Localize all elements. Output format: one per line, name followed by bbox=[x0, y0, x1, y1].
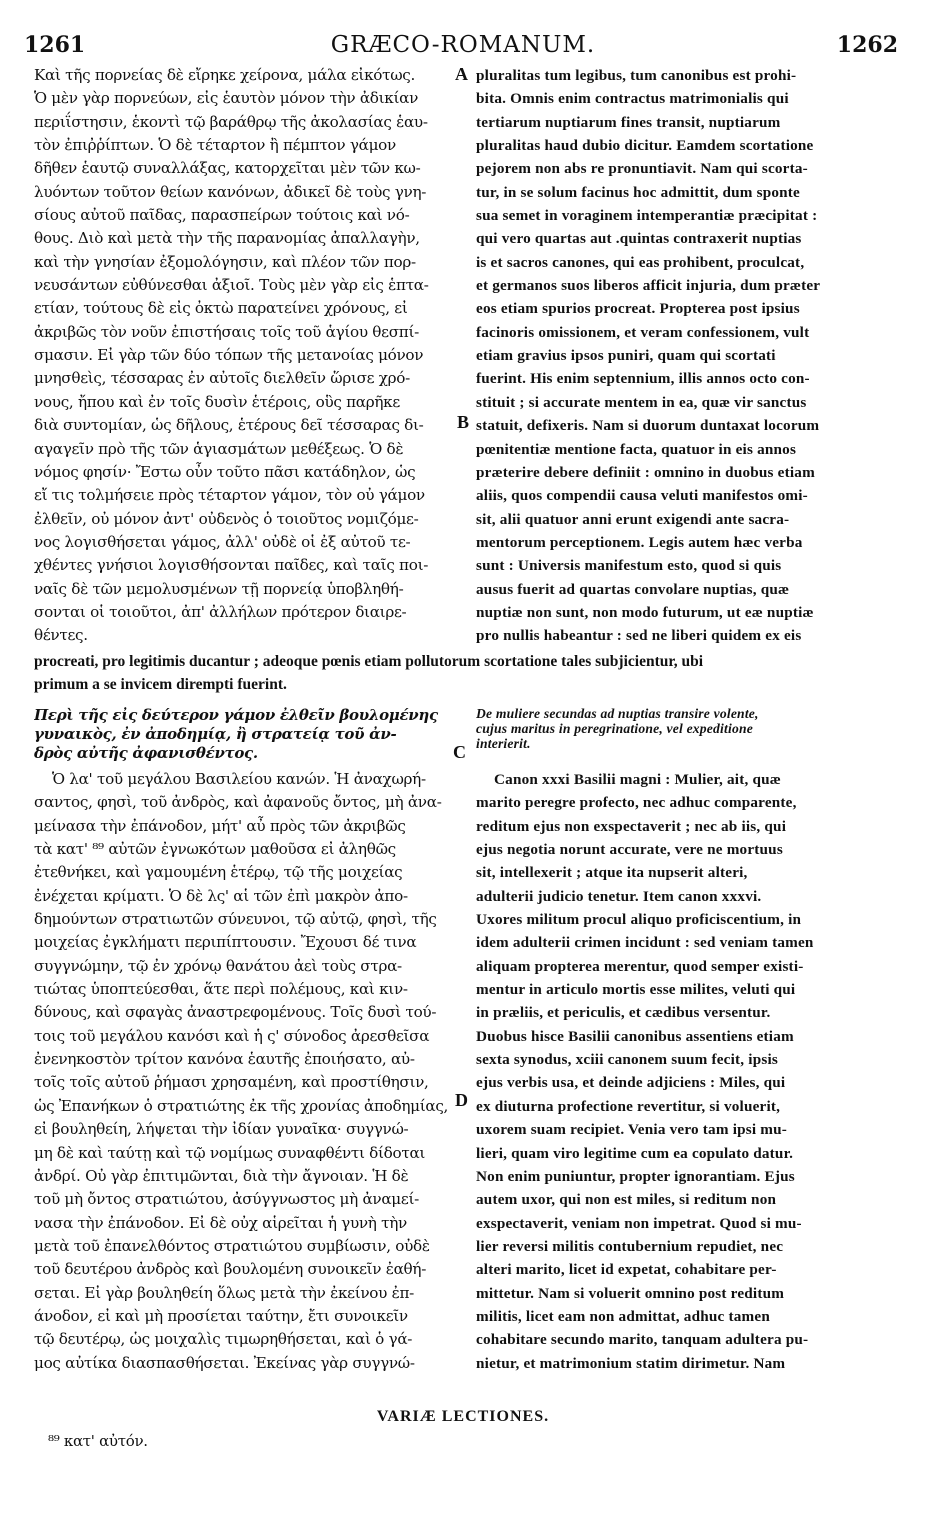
greek-text-line: λυόντων τοῦτον θείων κανόνων, ἀδικεῖ δὲ τοὺς γνη- bbox=[34, 182, 427, 201]
greek-text-line: εἰ βουληθείη, λήψεται τὴν ἰδίαν γυναῖκα· συγγνώ- bbox=[34, 1120, 409, 1139]
greek-text-line: θους. Διὸ καὶ μετὰ τὴν τῆς παρανομίας ἀπαλλαγὴν, bbox=[34, 229, 420, 248]
latin-text-line: præterire debere definiit : omnino in duobus etiam bbox=[476, 463, 815, 481]
greek-text-line: τὰ κατ' ⁸⁹ αὐτῶν ἐγνωκότων μαθοῦσα εἰ ἀληθῶς bbox=[34, 840, 396, 859]
greek-text-line: τοῦ μὴ ὄντος στρατιώτου, ἀσύγγνωστος μὴ ἀναμεί- bbox=[34, 1190, 419, 1209]
greek-text-line: τοις τοῦ μεγάλου κανόσι καὶ ἡ ς' σύνοδος ἀρεσθεῖσα bbox=[34, 1026, 430, 1045]
latin-text-line: cohabitare secundo marito, tanquam adultera pu- bbox=[476, 1331, 809, 1349]
latin-text-line: lieri, quam viro legitime cum ea copulato datur. bbox=[476, 1144, 794, 1162]
margin-marker-a: A bbox=[455, 64, 468, 84]
latin-title-line: cujus maritus in peregrinatione, vel expeditione bbox=[476, 721, 753, 736]
greek-text-line: ὡς Ἐπανήκων ὁ στρατιώτης ἐκ τῆς χρονίας ἀποδημίας, bbox=[34, 1096, 449, 1115]
greek-text-line: σαντος, φησὶ, τοῦ ἀνδρὸς, καὶ ἀφανοῦς ὄντος, μὴ ἀνα- bbox=[34, 793, 442, 812]
greek-title-line: Περὶ τῆς εἰς δεύτερον γάμον ἐλθεῖν βουλομένης bbox=[34, 706, 438, 724]
page-header bbox=[0, 32, 926, 62]
latin-text-line: militis, licet eam non admittat, adhuc tamen bbox=[476, 1307, 770, 1325]
greek-text-line: ναῖς δὲ τῶν μεμολυσμένων τῇ πορνείᾳ ὑποβληθή- bbox=[34, 579, 404, 598]
greek-text-line: θέντες. bbox=[34, 626, 88, 645]
greek-text-line: εἴ τις τολμήσειε πρὸς τέταρτον γάμον, τὸν οὐ γάμον bbox=[34, 486, 425, 505]
latin-text-line: alteri marito, licet id expetat, cohabitare per- bbox=[476, 1261, 777, 1279]
greek-text-line: μνησθεὶς, τέσσαρας ἐν αὐτοῖς διελθεῖν ὥρισε χρό- bbox=[34, 369, 410, 388]
margin-marker-b: B bbox=[457, 412, 470, 432]
latin-text-line: ejus negotia norunt accurate, vere ne mortuus bbox=[476, 841, 783, 859]
greek-text-line: νευσάντων εὐθύνεσθαι ἀξιοῖ. Τοὺς μὲν γὰρ εἰς ἑπτα- bbox=[34, 276, 429, 295]
greek-text-line: σονται οἱ τοιοῦτοι, ἀπ' ἀλλήλων πρότερον διαιρε- bbox=[34, 602, 407, 621]
greek-text-line: μη δὲ καὶ ταύτῃ καὶ τῷ νομίμως συναφθέντι δίδοται bbox=[34, 1143, 426, 1162]
latin-text-line: pœnitentiæ mentione facta, quatuor in eis annos bbox=[476, 440, 797, 458]
footnote: ⁸⁹ κατ' αὐτόν. bbox=[48, 1432, 148, 1450]
latin-text-line: fuerint. His enim septennium, illis annos octo con- bbox=[476, 370, 810, 388]
greek-text-line: Καὶ τῆς πορνείας δὲ εἴρηκε χείρονα, μάλα εἰκότως. bbox=[34, 66, 416, 84]
running-title: GRÆCO-ROMANUM. bbox=[330, 32, 596, 58]
page-number-right: 1262 bbox=[836, 32, 898, 58]
greek-text-line: νος λογισθήσεται γάμος, ἀλλ' οὐδὲ οἱ ἐξ αὐτοῦ τε- bbox=[34, 532, 411, 551]
latin-text-line: in præliis, et periculis, et cædibus versentur. bbox=[476, 1004, 771, 1022]
latin-text-line: tertiarum nuptiarum fines transit, nuptiarum bbox=[476, 113, 781, 131]
latin-text-line: statuit, defixeris. Nam si duorum duntaxat locorum bbox=[476, 417, 820, 435]
greek-text-line: ἀκριβῶς τὸν νοῦν ἐπιστήσαις τοῖς τοῦ ἁγίου θεσπί- bbox=[34, 322, 419, 341]
greek-text-line: συγγνώμην, τῷ ἐν χρόνῳ θανάτου ἀεὶ τοὺς στρα- bbox=[34, 956, 402, 975]
greek-text-line: καὶ τὴν γνησίαν ἐξομολόγησιν, καὶ πλέον τῶν πορ- bbox=[34, 252, 416, 271]
latin-text-line: ejus verbis usa, et deinde adjiciens : Miles, qui bbox=[476, 1074, 786, 1092]
margin-marker-c: C bbox=[453, 742, 466, 762]
greek-text-line: μετὰ τοῦ ἐπανελθόντος στρατιώτου συμβίωσιν, οὐδὲ bbox=[34, 1236, 430, 1255]
greek-text-line: Ὁ λα' τοῦ μεγάλου Βασιλείου κανών. Ἡ ἀναχωρή- bbox=[52, 770, 426, 788]
latin-text-line: ex diuturna profectione revertitur, si voluerit, bbox=[476, 1097, 781, 1115]
latin-text-line: bita. Omnis enim contractus matrimonialis qui bbox=[476, 90, 789, 108]
latin-text-line: ausus fuerit ad quartas convolare nuptias, quæ bbox=[476, 580, 790, 598]
latin-text-line: aliis, quos compendii causa veluti manifestos omi- bbox=[476, 487, 808, 505]
greek-text-line: Ὁ μὲν γὰρ πορνεύων, εἰς ἑαυτὸν μόνον τὴν ἀδικίαν bbox=[34, 89, 419, 108]
full-width-line-2: primum a se invicem dirempti fuerint. bbox=[34, 676, 287, 693]
latin-text-line: nuptiæ non sunt, non modo futurum, ut eæ nuptiæ bbox=[476, 603, 814, 621]
latin-text-line: etiam gravius ipsos puniri, quam qui scortati bbox=[476, 347, 776, 365]
latin-text-line: et germanos suos liberos afficit injuria, dum præter bbox=[476, 277, 821, 295]
latin-text-line: idem adulterii crimen incidunt : sed veniam tamen bbox=[476, 934, 814, 952]
latin-section-title bbox=[476, 706, 896, 751]
greek-text-line: άνοδον, εἰ καὶ μὴ προσίεται ταύτην, ἔτι συνοικεῖν bbox=[34, 1306, 408, 1325]
greek-text-line: ἀνδρί. Οὐ γὰρ ἐπιτιμῶνται, διὰ τὴν ἄγνοιαν. Ἡ δὲ bbox=[34, 1166, 409, 1185]
greek-text-line: δημούντων στρατιωτῶν σύνευνοι, τῷ αὐτῷ, φησὶ, τῆς bbox=[34, 910, 437, 929]
latin-text-line: lier reversi militis contubernium repudiet, nec bbox=[476, 1237, 784, 1255]
latin-text-line: pejorem non abs re pronuntiavit. Nam qui scorta- bbox=[476, 160, 808, 178]
latin-text-line: sua semet in voraginem intemperantiæ præcipitat : bbox=[476, 207, 818, 225]
margin-marker-d: D bbox=[455, 1090, 468, 1110]
latin-text-line: sit, alii quatuor anni erunt exigendi ante sacra- bbox=[476, 510, 790, 528]
greek-text-line: μος αὐτίκα διασπασθήσεται. Ἐκείνας γὰρ συγγνώ- bbox=[34, 1353, 415, 1372]
latin-text-line: uxorem suam recipiet. Venia vero tam ipsi mu- bbox=[476, 1121, 788, 1139]
latin-text-line: adulterii judicio tenetur. Item canon xxxvi. bbox=[476, 887, 762, 905]
greek-column-bottom bbox=[34, 768, 452, 1375]
greek-title-line: γυναικὸς, ἐν ἀποδημίᾳ, ἢ στρατείᾳ τοῦ ἀν- bbox=[34, 725, 397, 743]
greek-text-line: νους, ἤπου καὶ ἐν τοῖς δυσὶν ἑτέροις, οὓς παρῆκε bbox=[34, 392, 400, 411]
variae-lectiones-heading: VARIÆ LECTIONES. bbox=[376, 1408, 550, 1425]
latin-text-line: mentorum perceptionem. Legis autem hæc verba bbox=[476, 533, 803, 551]
greek-text-line: δῆθεν ἑαυτῷ συναλλάξας, κατορχεῖται μὲν τῶν κω- bbox=[34, 159, 421, 178]
latin-text-line: Canon xxxi Basilii magni : Mulier, ait, quæ bbox=[494, 771, 781, 788]
greek-section-title bbox=[34, 706, 452, 763]
latin-text-line: nietur, et matrimonium statim dirimetur. Nam bbox=[476, 1354, 786, 1372]
greek-text-line: σίους αὐτοῦ παῖδας, παρασπείρων τούτοις καὶ νό- bbox=[34, 206, 410, 225]
latin-text-line: is et sacros canones, qui eas prohibent, proculcat, bbox=[476, 253, 805, 271]
full-width-line-1: procreati, pro legitimis ducantur ; adeoque pœnis etiam pollutorum scortatione tales subjicientur, ubi bbox=[34, 653, 704, 670]
latin-text-line: pluralitas tum legibus, tum canonibus est prohi- bbox=[476, 67, 797, 84]
greek-text-line: τιώτας ὑποπτεύεσθαι, ἅτε περὶ πολέμους, καὶ κιν- bbox=[34, 980, 408, 999]
greek-text-line: αγαγεῖν πρὸ τῆς τῶν ἁγιασμάτων μεθέξεως. Ὁ δὲ bbox=[34, 439, 404, 458]
latin-text-line: mentur in articulo mortis esse milites, veluti qui bbox=[476, 981, 796, 999]
greek-text-line: ἐνέχεται κρίματι. Ὁ δὲ λς' αἱ τῶν ἐπὶ μακρὸν ἀπο- bbox=[34, 886, 408, 905]
latin-text-line: facinoris omissionem, et veram confessionem, vult bbox=[476, 323, 810, 341]
latin-column-top bbox=[476, 64, 896, 648]
latin-text-line: qui vero quartas aut .quintas contraxerit nuptias bbox=[476, 230, 802, 248]
latin-text-line: sexta synodus, xciii canonem suum fecit, ipsis bbox=[476, 1051, 779, 1069]
latin-text-line: exspectaverit, veniam non impetrat. Quod si mu- bbox=[476, 1214, 802, 1232]
greek-text-line: μοιχείας ἐγκλήματι περιπίπτουσιν. Ἔχουσι δέ τινα bbox=[34, 933, 417, 952]
latin-text-line: autem uxor, qui non est miles, si reditum non bbox=[476, 1191, 777, 1209]
greek-column-top bbox=[34, 64, 452, 648]
greek-text-line: ετίαν, τούτους δὲ εἰς ὀκτὼ παρατείνει χρόνους, εἰ bbox=[34, 299, 408, 318]
greek-text-line: χθέντες γνήσιοι λογισθήσονται παῖδες, καὶ ταῖς ποι- bbox=[34, 556, 429, 575]
greek-text-line: σεται. Εἰ γὰρ βουληθείη ὅλως μετὰ τὴν ἐκείνου ἐπ- bbox=[34, 1283, 414, 1302]
page-number-left: 1261 bbox=[24, 32, 86, 58]
latin-title-line: De muliere secundas ad nuptias transire volente, bbox=[476, 706, 759, 721]
latin-title-line: interierit. bbox=[476, 736, 531, 751]
latin-text-line: pro nullis habeantur : sed ne liberi quidem ex eis bbox=[476, 627, 802, 645]
latin-text-line: sunt : Universis manifestum esto, quod si quis bbox=[476, 557, 782, 575]
greek-text-line: νασα τὴν ἐπάνοδον. Εἰ δὲ οὐχ αἱρεῖται ἡ γυνὴ τὴν bbox=[34, 1213, 407, 1232]
greek-text-line: ἐλθεῖν, οὐ μόνον ἀντ' οὐδενὸς ὁ τοιοῦτος νομιζόμε- bbox=[34, 509, 419, 528]
latin-text-line: Non enim puniuntur, propter ignorantiam. Ejus bbox=[476, 1167, 795, 1185]
greek-text-line: ἐτεθνήκει, καὶ γαμουμένη ἑτέρῳ, τῷ τῆς μοιχείας bbox=[34, 863, 403, 882]
greek-text-line: ἐνενηκοστὸν τρίτον κανόνα ἑαυτῆς ἐποιήσατο, αὐ- bbox=[34, 1050, 415, 1069]
greek-title-line: δρὸς αὐτῆς ἀφανισθέντος. bbox=[34, 744, 258, 762]
latin-text-line: tur, in se solum facinus hoc admittit, dum sponte bbox=[476, 183, 800, 201]
latin-text-line: pluralitas haud dubio dicitur. Eamdem scortatione bbox=[476, 137, 814, 155]
latin-text-line: stituit ; si accurate mentem in ea, quæ vir sanctus bbox=[476, 393, 807, 411]
latin-text-line: sit, intellexerit ; atque ita nupserit alteri, bbox=[476, 864, 748, 882]
greek-text-line: τοῦ δευτέρου ἀνδρὸς καὶ βουλομένη συνοικεῖν ἐαθή- bbox=[34, 1260, 427, 1279]
greek-text-line: σμασιν. Εἰ γὰρ τῶν δύο τόπων τῆς μετανοίας μόνον bbox=[34, 346, 424, 365]
latin-text-line: aliquam propterea merentur, quod semper existi- bbox=[476, 957, 804, 975]
latin-text-line: Duobus hisce Basilii canonibus assentiens etiam bbox=[476, 1027, 794, 1045]
latin-text-line: mittetur. Nam si voluerit omnino post reditum bbox=[476, 1284, 785, 1302]
greek-text-line: περιΐστησιν, ἑκοντὶ τῷ βαράθρῳ τῆς ἀκολασίας ἑαυ- bbox=[34, 112, 428, 131]
greek-text-line: δύνους, καὶ σφαγὰς ἀναστρεφομένους. Τοῖς δυσὶ τού- bbox=[34, 1003, 437, 1022]
greek-text-line: τοῖς τοῖς αὐτοῦ ῥήμασι χρησαμένη, καὶ προστίθησιν, bbox=[34, 1073, 429, 1092]
latin-column-bottom bbox=[476, 768, 896, 1375]
greek-text-line: τὸν ἐπιῤῥίπτων. Ὁ δὲ τέταρτον ἢ πέμπτον γάμον bbox=[34, 136, 396, 155]
latin-text-line: eos etiam spurios procreat. Propterea post ipsius bbox=[476, 300, 800, 318]
latin-text-line: reditum ejus non exspectaverit ; nec ab iis, qui bbox=[476, 817, 787, 835]
latin-text-line: Uxores militum procul aliquo proficiscentium, in bbox=[476, 911, 802, 929]
latin-text-line: marito peregre profecto, nec adhuc comparente, bbox=[476, 794, 797, 812]
greek-text-line: τῷ δευτέρῳ, ὡς μοιχαλὶς τιμωρηθήσεται, καὶ ὁ γά- bbox=[34, 1330, 413, 1349]
greek-text-line: διὰ συντομίαν, ὡς δῆλους, ἑτέρους δεῖ τέσσαρας δι- bbox=[34, 416, 424, 435]
greek-text-line: νόμος φησίν· Ἔστω οὖν τοῦτο πᾶσι κατάδηλον, ὡς bbox=[34, 462, 416, 481]
greek-text-line: μείνασα τὴν ἐπάνοδον, μήτ' αὖ πρὸς τῶν ἀκριβῶς bbox=[34, 816, 406, 835]
